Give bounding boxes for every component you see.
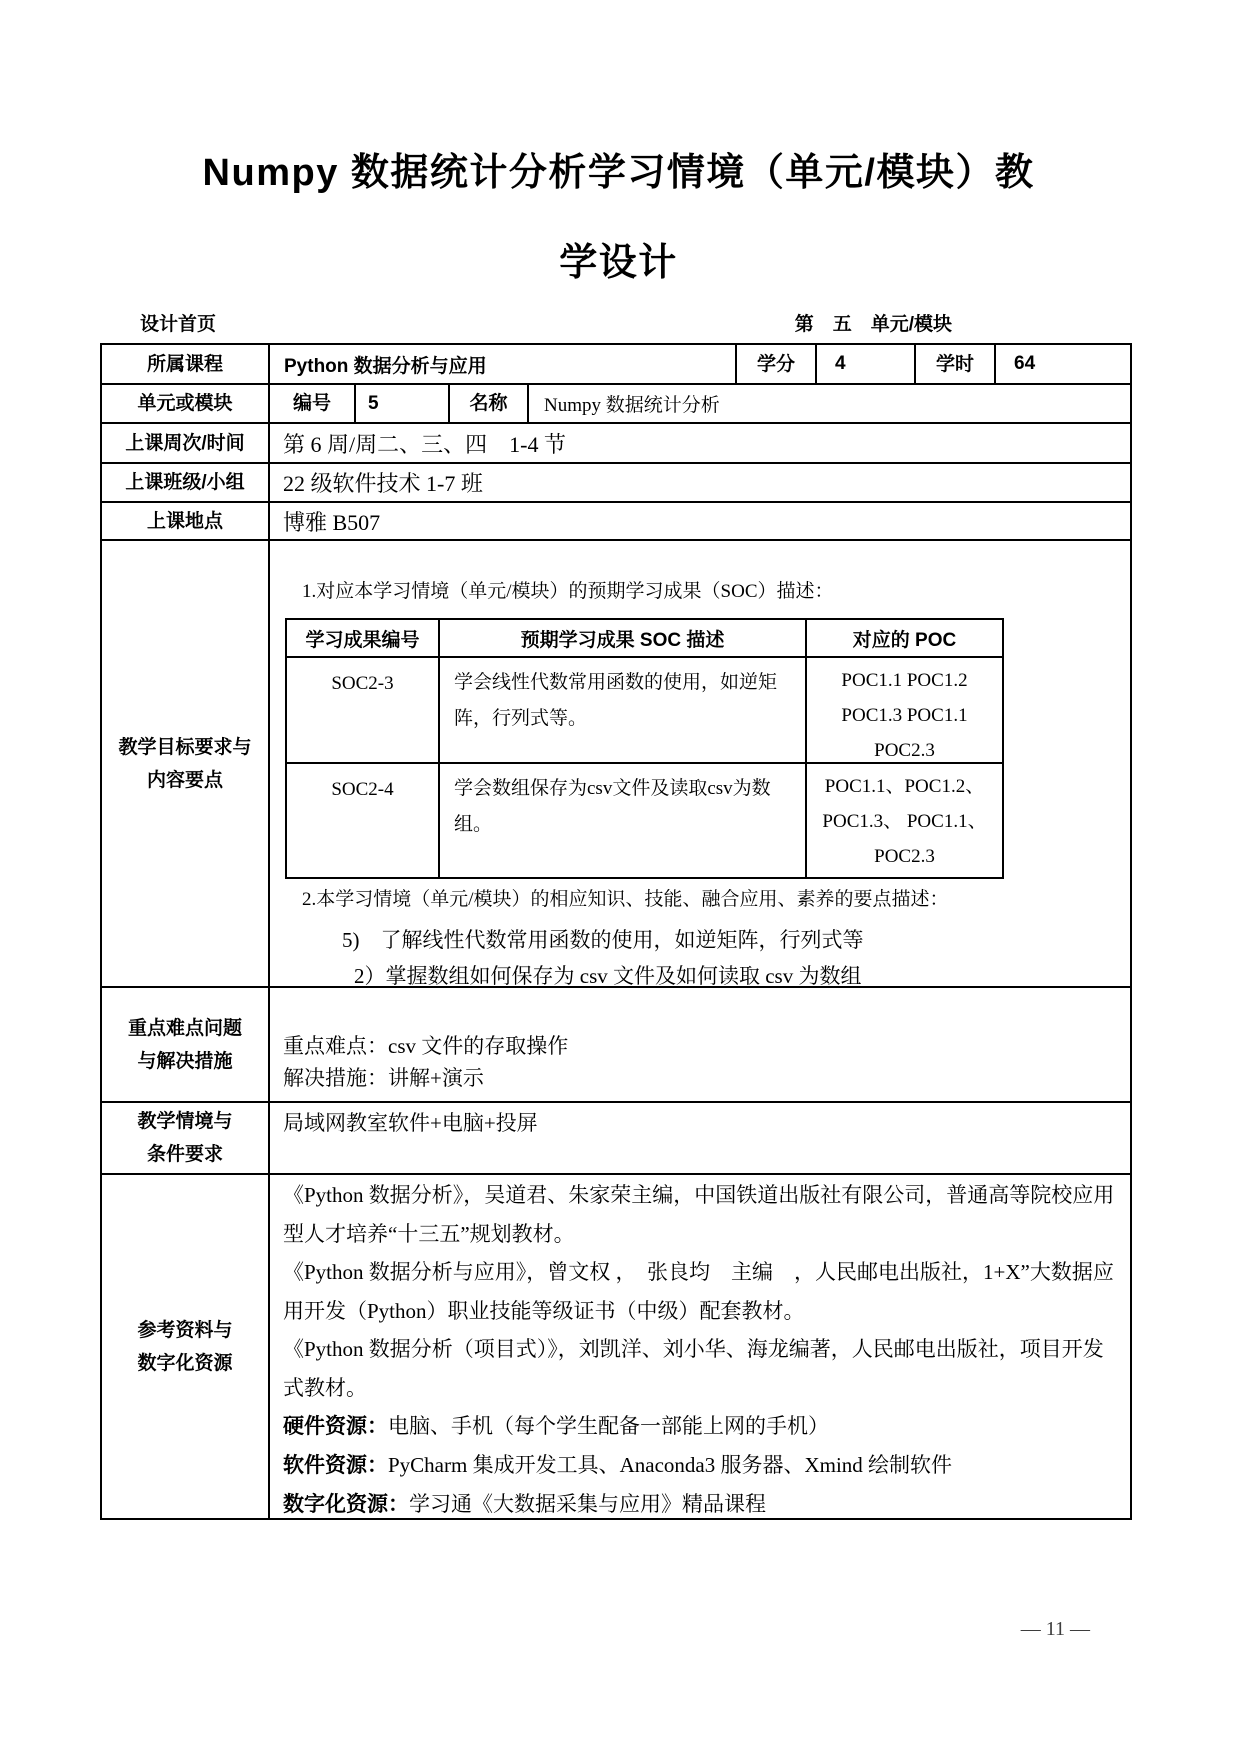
reference-text: 《Python 数据分析》，吴道君、朱家荣主编，中国铁道出版社有限公司，普通高等院校应用型人才培养“十三五”规划教材。: [283, 1183, 1115, 1246]
soc-header-poc: 对应的 POC: [852, 629, 957, 651]
course-value: Python 数据分析与应用: [270, 345, 737, 383]
hours-label: 学时: [916, 345, 996, 383]
class-group-value: 22 级软件技术 1-7 班: [283, 471, 483, 496]
poc-line: POC1.3 POC1.1: [841, 705, 968, 726]
poc-line: POC2.3: [874, 740, 935, 761]
location-label: 上课地点: [102, 503, 270, 539]
objective-point: 5) 了解线性代数常用函数的使用，如逆矩阵，行列式等: [342, 928, 864, 952]
digital-resources-text: 学习通《大数据采集与应用》精品课程: [409, 1492, 766, 1516]
references-label: [102, 1175, 270, 1518]
difficulties-content: [270, 988, 1130, 1101]
points-intro-text: 2.本学习情境（单元/模块）的相应知识、技能、融合应用、素养的要点描述：: [302, 889, 949, 910]
document-title-line2: 学设计: [559, 242, 678, 284]
references-label-line1: 参考资料与: [137, 1319, 233, 1341]
unit-module-number-label: 第 五 单元/模块: [794, 314, 952, 335]
soc-table-row: [287, 764, 1002, 877]
difficulties-label-line2: 与解决措施: [137, 1050, 233, 1072]
reference-paragraph: [283, 1330, 1116, 1407]
difficulties-label: [102, 988, 270, 1101]
row-schedule: [102, 424, 1130, 464]
objectives-label-line2: 内容要点: [146, 769, 223, 791]
hardware-resources-text: 电脑、手机（每个学生配备一部能上网的手机）: [388, 1414, 829, 1438]
page-number: — 11 —: [1020, 1618, 1090, 1640]
reference-paragraph: [283, 1485, 1116, 1524]
poc-line: POC1.1 POC1.2: [841, 670, 968, 691]
software-resources-text: PyCharm 集成开发工具、Anaconda3 服务器、Xmind 绘制软件: [388, 1453, 953, 1477]
table-caption-row: [100, 314, 1137, 336]
hardware-resources-label: 硬件资源：: [283, 1415, 388, 1438]
solution-line: 解决措施：讲解+演示: [283, 1066, 484, 1090]
poc-line: POC1.3、 POC1.1、: [822, 811, 987, 832]
row-environment: [102, 1103, 1130, 1175]
digital-resources-label: 数字化资源：: [283, 1493, 409, 1516]
objective-point: 2）掌握数组如何保存为 csv 文件及如何读取 csv 为数组: [354, 964, 862, 988]
design-homepage-label: 设计首页: [140, 314, 217, 335]
row-difficulties: [102, 988, 1130, 1103]
soc-code: SOC2-4: [287, 764, 440, 877]
reference-text: 《Python 数据分析与应用》，曾文权 ， 张良均 主编 ，人民邮电出版社，1+X”大数据应用开发（Python）职业技能等级证书（中级）配套教材。: [283, 1260, 1114, 1323]
soc-intro-text: 1.对应本学习情境（单元/模块）的预期学习成果（SOC）描述：: [302, 581, 834, 602]
credit-label: 学分: [737, 345, 817, 383]
soc-header-desc: 预期学习成果 SOC 描述: [440, 620, 807, 656]
environment-label: [102, 1103, 270, 1173]
hours-value: 64: [1014, 353, 1036, 374]
row-module: [102, 385, 1130, 424]
design-table: [100, 343, 1132, 1520]
module-no-label: 编号: [270, 385, 356, 422]
course-label: 所属课程: [102, 345, 270, 383]
row-location: [102, 503, 1130, 541]
soc-table-header-row: [287, 620, 1002, 658]
objectives-label-line1: 教学目标要求与: [118, 736, 252, 758]
document-title-line1: Numpy 数据统计分析学习情境（单元/模块）教: [202, 152, 1035, 194]
references-label-line2: 数字化资源: [137, 1352, 233, 1374]
reference-paragraph: [283, 1176, 1116, 1253]
soc-table-row: [287, 658, 1002, 764]
environment-content: 局域网教室软件+电脑+投屏: [283, 1111, 538, 1135]
reference-paragraph: [283, 1253, 1116, 1330]
module-label: 单元或模块: [102, 385, 270, 422]
poc-line: POC2.3: [874, 846, 935, 867]
schedule-label: 上课周次/时间: [102, 424, 270, 462]
schedule-value: 第 6 周/周二、三、四 1-4 节: [283, 431, 566, 457]
location-value: 博雅 B507: [283, 509, 381, 535]
document-title: [100, 0, 1137, 308]
objectives-label: [102, 541, 270, 986]
reference-text: 《Python 数据分析（项目式）》，刘凯洋、刘小华、海龙编著，人民邮电出版社，项目开发式教材。: [283, 1337, 1104, 1400]
references-content: [270, 1175, 1130, 1518]
row-course: [102, 345, 1130, 385]
module-no-value: 5: [356, 385, 450, 422]
credit-value: 4: [817, 345, 916, 383]
soc-poc: [807, 658, 1002, 762]
row-objectives: [102, 541, 1130, 988]
row-class-group: [102, 464, 1130, 503]
class-group-label: 上课班级/小组: [102, 464, 270, 501]
difficulties-label-line1: 重点难点问题: [127, 1017, 242, 1039]
module-name-label: 名称: [450, 385, 529, 422]
difficulty-line: 重点难点：csv 文件的存取操作: [283, 1034, 569, 1058]
environment-label-line1: 教学情境与: [137, 1111, 233, 1132]
environment-label-line2: 条件要求: [146, 1144, 223, 1165]
soc-header-code: 学习成果编号: [287, 620, 440, 656]
poc-line: POC1.1、POC1.2、: [824, 776, 985, 797]
soc-code: SOC2-3: [287, 658, 440, 762]
reference-paragraph: [283, 1407, 1116, 1446]
soc-poc: [807, 764, 1002, 877]
soc-description: 学会线性代数常用函数的使用，如逆矩阵，行列式等。: [440, 658, 807, 762]
software-resources-label: 软件资源：: [283, 1454, 388, 1477]
module-name-value: Numpy 数据统计分析: [544, 395, 720, 416]
soc-description: 学会数组保存为csv文件及读取csv为数组。: [440, 764, 807, 877]
objectives-content: [270, 541, 1130, 986]
reference-paragraph: [283, 1446, 1116, 1485]
soc-table: [285, 618, 1004, 879]
row-references: [102, 1175, 1130, 1518]
